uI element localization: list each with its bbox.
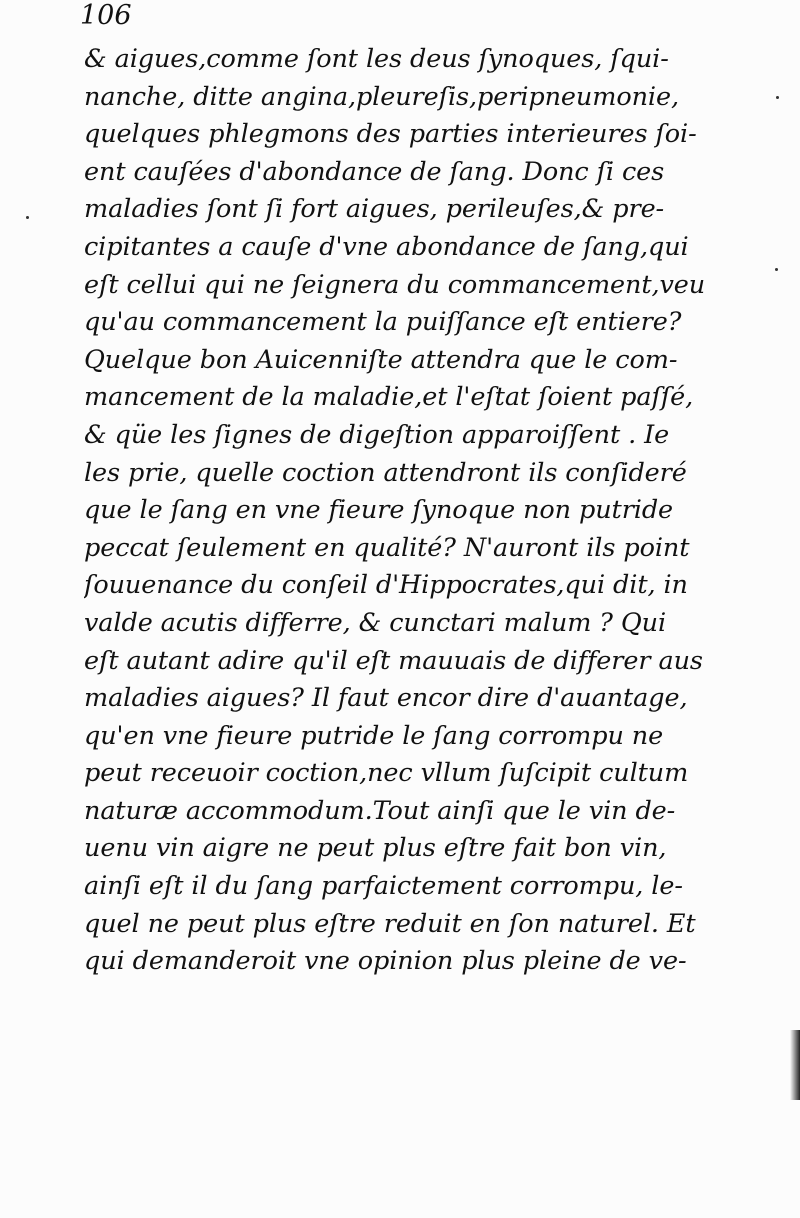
text-line: cipitantes a cauſe d'vne abondance de ſang,qui bbox=[84, 231, 689, 262]
margin-speck bbox=[776, 96, 779, 99]
text-line: qu'au commancement la puiſſance eſt entiere? bbox=[84, 307, 682, 338]
text-line: ainſi eſt il du ſang parfaictement corrompu, le- bbox=[84, 871, 683, 902]
page-edge-shadow bbox=[790, 1030, 800, 1100]
text-line: nanche, ditte angina,pleureſis,peripneumonie, bbox=[84, 81, 679, 112]
text-line: quel ne peut plus eſtre reduit en ſon naturel. Et bbox=[84, 908, 696, 939]
text-line: uenu vin aigre ne peut plus eſtre fait bon vin, bbox=[84, 833, 667, 864]
text-line: que le ſang en vne fieure ſynoque non putride bbox=[84, 495, 674, 526]
text-line: eſt autant adire qu'il eſt mauuais de differer aus bbox=[84, 645, 703, 676]
page-number: 106 bbox=[80, 0, 132, 31]
text-line: les prie, quelle coction attendront ils conſideré bbox=[84, 457, 687, 488]
text-line: Quelque bon Auicenniſte attendra que le com- bbox=[84, 344, 678, 375]
text-line: peccat ſeulement en qualité? N'auront ils point bbox=[84, 532, 690, 563]
text-line: qu'en vne fieure putride le ſang corrompu ne bbox=[84, 720, 664, 751]
margin-speck bbox=[775, 268, 778, 271]
text-line: & aigues,comme ſont les deus ſynoques, ſqui- bbox=[84, 44, 669, 74]
text-line: qui demanderoit vne opinion plus pleine de ve- bbox=[84, 946, 687, 977]
body-text bbox=[84, 41, 716, 981]
text-line: ſouuenance du conſeil d'Hippocrates,qui dit, in bbox=[84, 570, 688, 601]
text-line: maladies ſont ſi fort aigues, perileuſes,& pre- bbox=[84, 194, 665, 225]
text-line: ent cauſées d'abondance de ſang. Donc ſi ces bbox=[84, 156, 665, 187]
text-line: mancement de la maladie,et l'eſtat ſoient paſſé, bbox=[84, 382, 694, 413]
text-line: quelques phlegmons des parties interieures ſoi- bbox=[84, 119, 697, 150]
margin-speck bbox=[26, 216, 29, 219]
text-line: maladies aigues? Il faut encor dire d'auantage, bbox=[84, 683, 688, 714]
text-line: eſt cellui qui ne ſeignera du commancement,veu bbox=[84, 269, 706, 300]
text-line: valde acutis differre, & cunctari malum ? Qui bbox=[84, 607, 667, 638]
text-line: naturæ accommodum.Tout ainſi que le vin de- bbox=[84, 795, 676, 826]
text-line: & qüe les ſignes de digeſtion apparoiſſent . Ie bbox=[84, 419, 670, 450]
text-line: peut receuoir coction,nec vllum ſuſcipit cultum bbox=[84, 758, 689, 789]
